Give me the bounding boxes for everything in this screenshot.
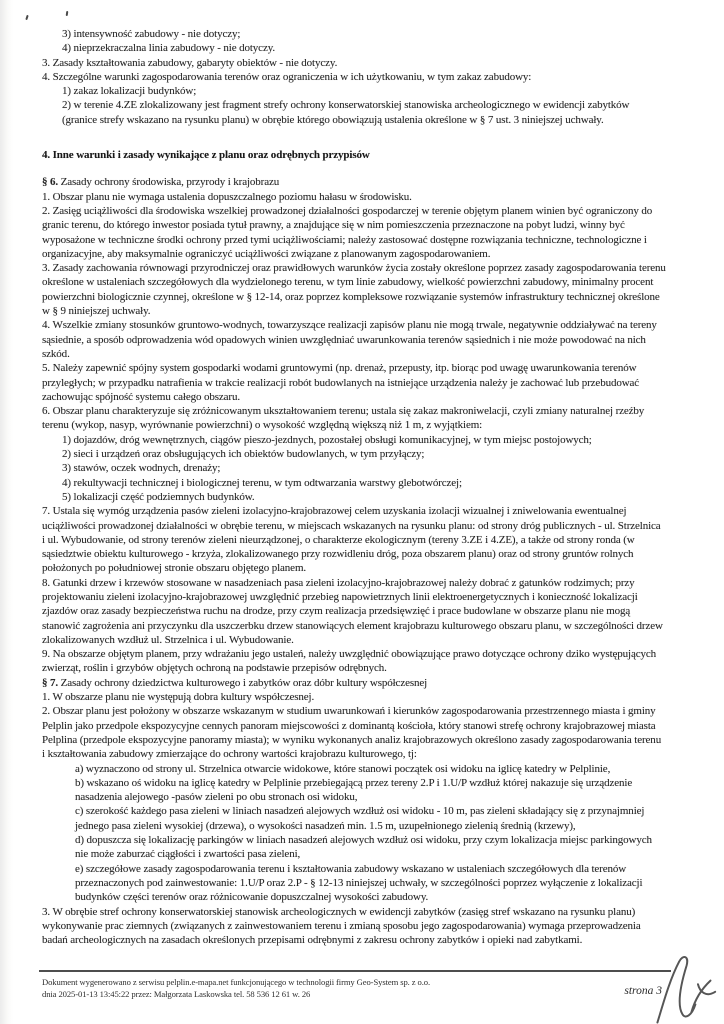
paragraph: 1) dojazdów, dróg wewnętrznych, ciągów pieszo-jezdnych, pozostałej obsługi komunikacyjnej, w tym miejsc postojowych; — [62, 433, 592, 446]
scan-speck — [66, 11, 69, 16]
paragraph: 3) intensywność zabudowy - nie dotyczy; — [62, 28, 241, 40]
paragraph: 9. Na obszarze objętym planem, przy wdrażaniu jego ustaleń, należy uwzględnić obowiązujące prawo dotyczące ochrony dziko występujących zwierząt, roślin i grzybów objętych ochroną na podstawie przepisów odrębnych. — [42, 648, 657, 675]
scan-speck — [25, 15, 28, 20]
paragraph-prefix: § 7. — [42, 676, 59, 689]
paragraph: c) szerokość każdego pasa zieleni w liniach nasadzeń alejowych wzdłuż osi widoku - 10 m, pas zieleni składający się z przynajmniej jednego pasa zieleni wysokiej (drzewa), o wysokości nasadzeń min. 1.5 m, uzupełnionego zielenią średnią (krzewy), — [75, 805, 645, 832]
handwritten-signature-icon — [645, 949, 722, 1024]
paragraph: 3. W obrębie stref ochrony konserwatorskiej stanowisk archeologicznych w ewidencji zabytków (zasięg stref wskazano na rysunku planu) wykonywanie prac ziemnych (związanych z zainwestowaniem terenu i zmianą sposobu jego zagospodarowania) wymaga przeprowadzenia badań archeologicznych na zasadach określonych przepisami odrębnymi z zakresu ochrony zabytków i opieki nad zabytkami. — [42, 905, 641, 947]
paragraph: 3) stawów, oczek wodnych, drenaży; — [62, 462, 221, 475]
paragraph: 2. Zasięg uciążliwości dla środowiska wszelkiej prowadzonej działalności gospodarczej w terenie objętym planem winien być ograniczony do granic terenu, do którego inwestor posiada tytuł prawny, a znajdujące się w nim pomieszczenia przeznaczone na pobyt ludzi, winny być wyposażone w techniczne środki ochrony przed tymi uciążliwościami; należy zastosować dostępne rozwiązania techniczne, technologiczne i organizacyjne, aby maksymalnie ograniczyć uciążliwości związane z planowanym zagospodarowaniem. — [42, 204, 653, 260]
paragraph: 6. Obszar planu charakteryzuje się zróżnicowanym ukształtowaniem terenu; ustala się zakaz makroniwelacji, czyli zmiany naturalnej rzeźby terenu (wykop, nasyp, wyrównanie powierzchni) o wysokość względną większą niż 1 m, z wyjątkiem: — [42, 405, 645, 432]
paragraph: 5. Należy zapewnić spójny system gospodarki wodami gruntowymi (np. drenaż, przepusty, itp. biorąc pod uwagę uwarunkowania terenów przyległych; w przypadku natrafienia w trakcie realizacji robót budowlanych na istniejące urządzenia należy je zachować lub przebudować zachowując spójność systemu całego obszaru. — [42, 362, 640, 403]
footer-note-line2: dnia 2025-01-13 13:45:22 przez: Małgorzata Laskowska tel. 58 536 12 61 w. 26 — [42, 988, 311, 999]
paragraph: 4) nieprzekraczalna linia zabudowy - nie dotyczy. — [62, 42, 275, 55]
body-text — [42, 27, 666, 947]
paragraph: 4. Szczególne warunki zagospodarowania terenów oraz ograniczenia w ich użytkowaniu, w tym zakaz zabudowy: — [42, 70, 532, 83]
paragraph: 2) w terenie 4.ZE zlokalizowany jest fragment strefy ochrony konserwatorskiej stanowiska archeologicznego w ewidencji zabytków (granice strefy wskazano na rysunku planu) w obrębie którego obowiązują ustalenia określone w § 7 ust. 3 niniejszej uchwały. — [62, 99, 630, 126]
paragraph: 3. Zasady zachowania równowagi przyrodniczej oraz prawidłowych warunków życia zostały określone poprzez zasady zagospodarowania terenu określone w ustaleniach szczegółowych dla wydzielonego terenu, w tym linie zabudowy, wielkość powierzchni zabudowy, minimalny procent powierzchni biologicznie czynnej, określone w § 12-14, oraz poprzez kompleksowe rozwiązanie systemów infrastruktury technicznej określone w § 9 niniejszej uchwały. — [42, 262, 666, 318]
paragraph: § 7. Zasady ochrony dziedzictwa kulturowego i zabytków oraz dóbr kultury współczesnej — [42, 676, 428, 689]
footer-note — [42, 977, 522, 1000]
paragraph: d) dopuszcza się lokalizację parkingów w liniach nasadzeń alejowych wzdłuż osi widoku, przy czym lokalizacja miejsc parkingowych nie może zaburzać ciągłości i zwartości pasa zieleni, — [75, 834, 652, 861]
paragraph: 1. W obszarze planu nie występują dobra kultury współczesnej. — [42, 691, 315, 704]
paragraph-prefix: § 6. — [42, 176, 59, 189]
paragraph: 2) sieci i urządzeń oraz obsługujących ich obiektów budowlanych, w tym przyłączy; — [62, 448, 425, 461]
paragraph: a) wyznaczono od strony ul. Strzelnica otwarcie widokowe, które stanowi początek osi widoku na iglicę katedry w Pelplinie, — [75, 762, 611, 775]
paragraph: 4. Wszelkie zmiany stosunków gruntowo-wodnych, towarzyszące realizacji zapisów planu nie mogą trwale, negatywnie oddziaływać na tereny sąsiednie, a sposób odprowadzenia wód opadowych winien uwzględniać uwarunkowania terenów sąsiednich i nie może powodować na nich szkód. — [42, 319, 657, 360]
paragraph: e) szczegółowe zasady zagospodarowania terenu i kształtowania zabudowy wskazano w ustaleniach szczegółowych dla terenów przeznaczonych pod zainwestowanie: 1.U/P oraz 2.P - § 12-13 niniejszej uchwały, w szczególności poprzez wyłączenie z lokalizacji budynków części terenów oraz różnicowanie dopuszczalnej wysokości zabudowy. — [75, 862, 643, 904]
paragraph: 1. Obszar planu nie wymaga ustalenia dopuszczalnego poziomu hałasu w środowisku. — [42, 190, 412, 203]
paragraph: § 6. Zasady ochrony środowiska, przyrody i krajobrazu — [42, 176, 280, 189]
page-number-label: strona 3 — [624, 985, 662, 997]
paragraph: 4) rekultywacji technicznej i biologicznej terenu, w tym odtwarzania warstwy glebotwórczej; — [62, 476, 462, 489]
section-heading: 4. Inne warunki i zasady wynikające z planu oraz odrębnych przypisów — [42, 149, 370, 162]
paragraph: 3. Zasady kształtowania zabudowy, gabaryty obiektów - nie dotyczy. — [42, 56, 338, 69]
paragraph: 7. Ustala się wymóg urządzenia pasów zieleni izolacyjno-krajobrazowej celem uzyskania izolacji wizualnej i zniwelowania ewentualnej uciążliwości prowadzonej działalności w obrębie terenu, w miejscach wskazanych na rysunku planu: od strony dróg publicznych - ul. Strzelnica i ul. Wybudowanie, od strony terenów zieleni nieurządzonej, o charakterze ekologicznym (tereny 3.ZE i 4.ZE), a także od strony ronda (w sąsiedztwie obiektu kulturowego - krzyża, zlokalizowanego przy rozwidleniu dróg, poza obszarem planu) oraz od strony gruntów rolnych położonych po południowej stronie obszaru objętego planem. — [42, 505, 661, 575]
scan-edge-shadow — [0, 0, 13, 1024]
paragraph: 5) lokalizacji część podziemnych budynków. — [62, 490, 255, 503]
paragraph: 8. Gatunki drzew i krzewów stosowane w nasadzeniach pasa zieleni izolacyjno-krajobrazowej należy dobrać z gatunków rodzimych; przy projektowaniu zieleni izolacyjno-krajobrazowej uwzględnić przebieg napowietrznych linii elektroenergetycznych i konieczność lokalizacji zjazdów oraz zasady bezpieczeństwa ruchu na drodze, przy czym realizacja przedsięwzięć i prace budowlane w obszarze planu nie mogą stanowić zagrożenia ani przyczynku dla uszczerbku drzew stanowiących element krajobrazu kulturowego obszaru planu, w szczególności drzew zlokalizowanych wzdłuż ul. Strzelnica i ul. Wybudowanie. — [42, 576, 663, 646]
paragraph: 2. Obszar planu jest położony w obszarze wskazanym w studium uwarunkowań i kierunków zagospodarowania przestrzennego miasta i gminy Pelplin jako przedpole ekspozycyjne cennych panoram miejscowości z dominantą kościoła, który stanowi strefę ochrony krajobrazowej miasta Pelplina (przedpole ekspozycyjne panoramy miasta); w wyniku wykonanych analiz krajobrazowych określono zasady zagospodarowania terenu i kształtowania zabudowy zmierzające do ochrony wartości krajobrazu kulturowego, tj: — [42, 705, 662, 761]
footer-note-line1: Dokument wygenerowano z serwisu pelplin.e-mapa.net funkcjonującego w technologii firmy Geo-System sp. z o.o. — [42, 977, 430, 987]
footer-rule — [39, 970, 671, 972]
paragraph: b) wskazano oś widoku na iglicę katedry w Pelplinie przebiegającą przez tereny 2.P i 1.U/P wzdłuż której nakazuje się urządzenie nasadzenia alejowego -pasów zieleni po obu stronach osi widoku, — [75, 776, 633, 804]
paragraph: 1) zakaz lokalizacji budynków; — [62, 85, 197, 98]
